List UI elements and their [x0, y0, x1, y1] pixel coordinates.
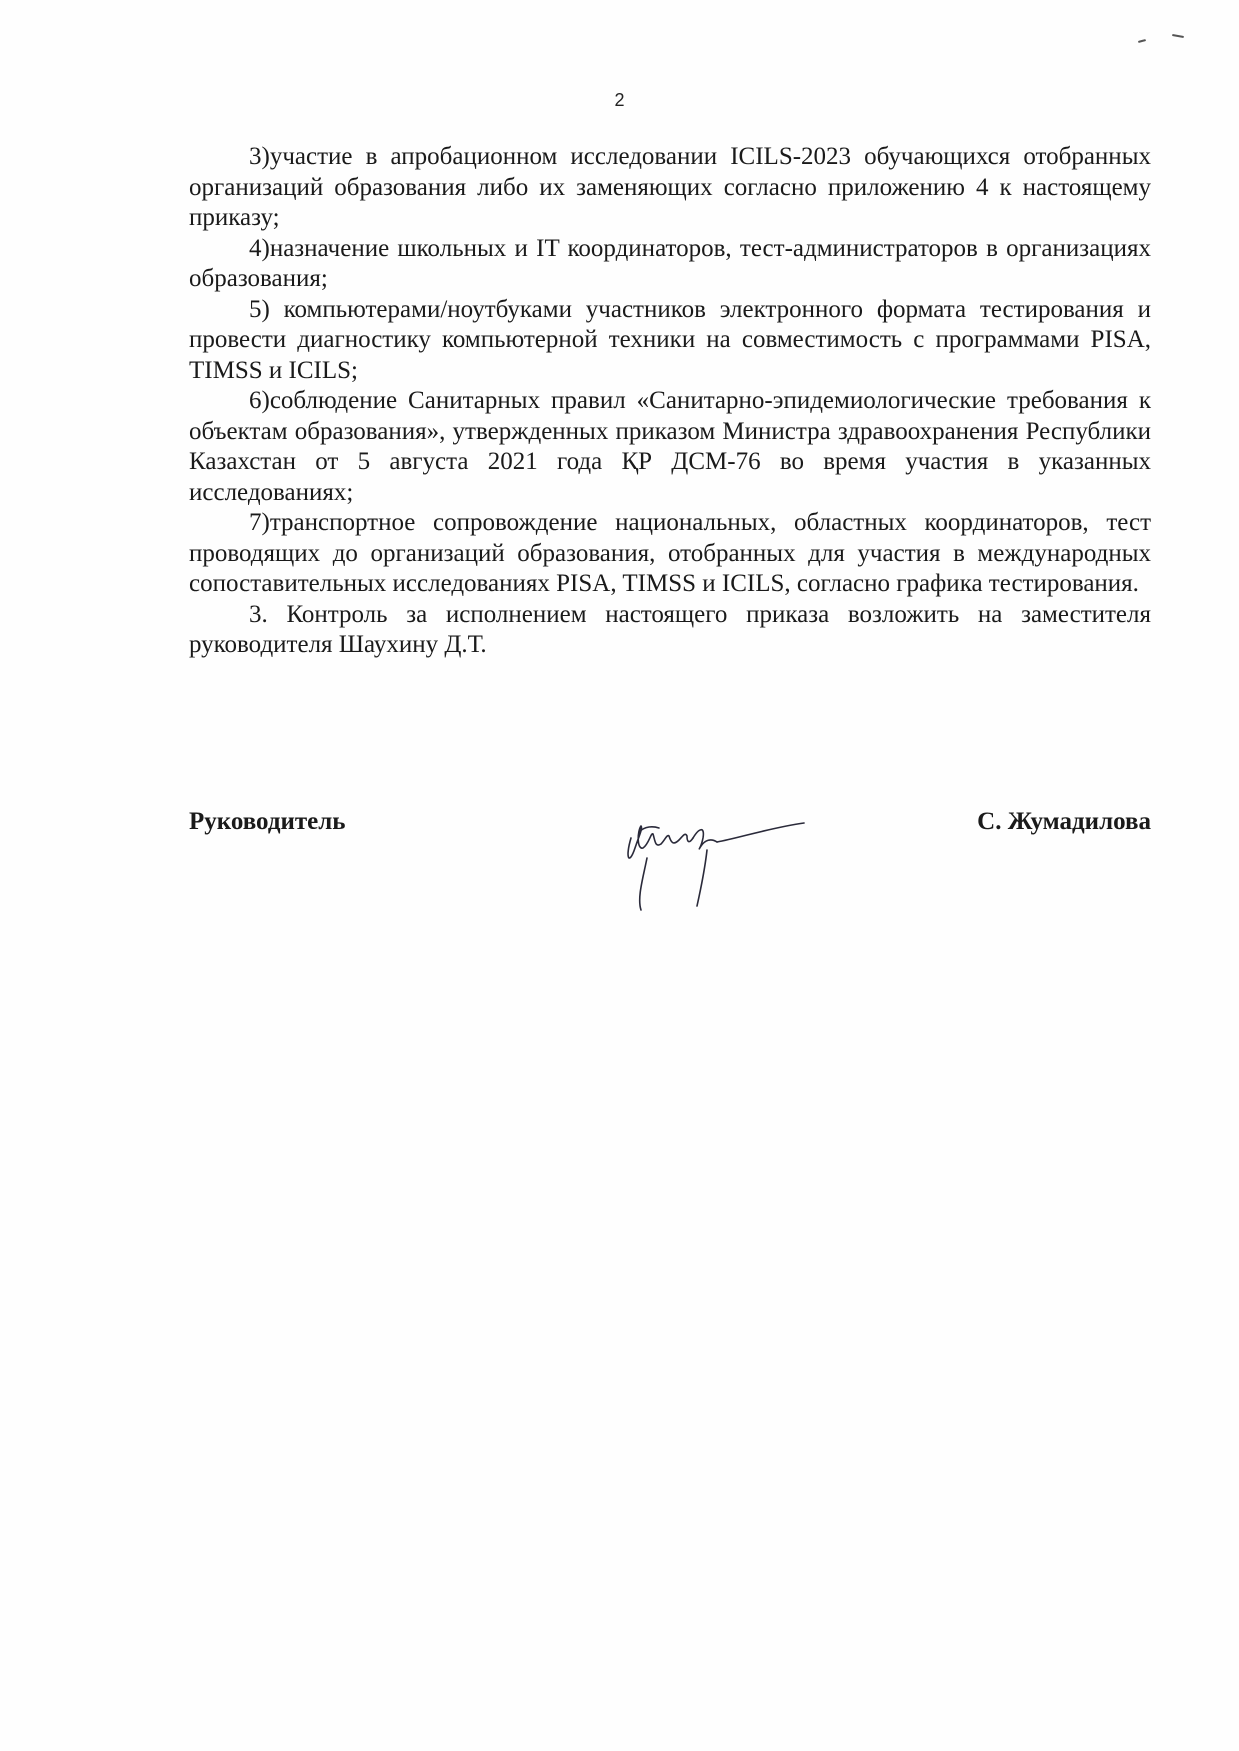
item-number: 6): [249, 387, 270, 414]
document-body: [189, 142, 1151, 661]
list-item: [189, 234, 1151, 295]
item-text: участие в апробационном исследовании ICILS-2023 обучающихся отобранных организаций образования либо их заменяющих согласно приложению 4 к настоящему приказу;: [189, 143, 1151, 231]
signatory-name: С. Жумадилова: [977, 808, 1151, 835]
item-number: 7): [249, 509, 270, 536]
item-text: Контроль за исполнением настоящего приказа возложить на заместителя руководителя Шаухину Д.Т.: [189, 600, 1151, 658]
list-item: [189, 508, 1151, 600]
signature-block: [189, 808, 1151, 928]
list-item: [189, 295, 1151, 387]
item-text: соблюдение Санитарных правил «Санитарно-эпидемиологические требования к объектам образования», утвержденных приказом Министра здравоохранения Республики Казахстан от 5 августа 2021 года ҚР ДСМ-76 во время участия в указанных исследованиях;: [189, 387, 1151, 506]
scan-artifact: [1172, 34, 1184, 38]
scan-artifact: [1138, 39, 1146, 43]
list-item: [189, 386, 1151, 508]
item-text: назначение школьных и IT координаторов, тест-администраторов в организациях образования;: [189, 234, 1151, 292]
item-text: компьютерами/ноутбуками участников электронного формата тестирования и провести диагностику компьютерной техники на совместимость с программами PISA, TIMSS и ICILS;: [189, 295, 1151, 384]
signatory-title: Руководитель: [189, 808, 346, 835]
item-number: 5): [249, 295, 270, 323]
list-item: [189, 142, 1151, 234]
page-number: 2: [614, 90, 625, 110]
item-number: 3): [249, 143, 270, 170]
item-number: 3.: [249, 600, 268, 628]
handwritten-signature: [619, 798, 819, 918]
item-text: транспортное сопровождение национальных, областных координаторов, тест проводящих до организаций образования, отобранных для участия в международных сопоставительных исследованиях PISA, TIMSS и ICILS, согласно графика тестирования.: [189, 509, 1151, 597]
list-item: [189, 600, 1151, 661]
item-number: 4): [249, 234, 270, 262]
